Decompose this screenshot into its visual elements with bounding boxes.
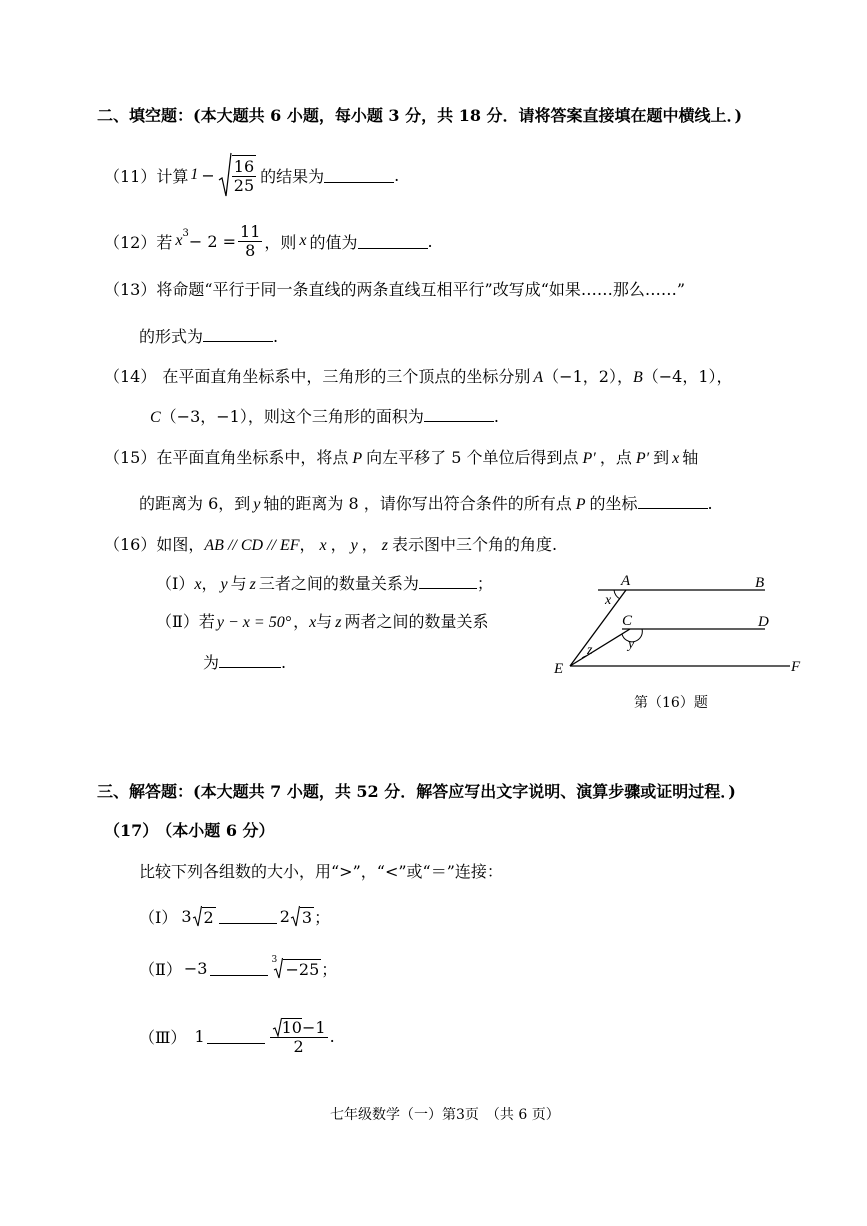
q14-b-coord: （−4，1）， bbox=[642, 367, 733, 386]
q17-ii-end: ； bbox=[321, 959, 338, 979]
q16-sub2-end: . bbox=[281, 653, 287, 672]
q16-var-x: x bbox=[319, 537, 327, 554]
q12-var-x2: x bbox=[299, 232, 307, 249]
radical-sign-icon bbox=[290, 905, 300, 927]
q16-sub2-number: （Ⅱ） bbox=[156, 612, 199, 631]
q16-sub1-a: 与 bbox=[230, 574, 247, 593]
q13-text: 将命题“平行于同一条直线的两条直线互相平行”改写成“如果……那么……” bbox=[156, 280, 686, 299]
q17-iii-a: 1 bbox=[194, 1026, 205, 1046]
q16-sub2-eq: y − x = 50° bbox=[216, 614, 292, 631]
q16-sep1: ， bbox=[330, 535, 347, 554]
q12-answer-blank[interactable] bbox=[358, 234, 428, 249]
q11-post: 的结果为 bbox=[260, 166, 325, 186]
label-f: F bbox=[791, 659, 801, 675]
q16-sub2-x: x bbox=[309, 614, 317, 631]
q11-frac-den: 25 bbox=[233, 176, 255, 195]
q16-relation: AB // CD // EF bbox=[204, 537, 300, 554]
q13-end: . bbox=[273, 327, 279, 346]
q12-frac-num: 11 bbox=[240, 221, 261, 241]
q14-a-coord: （−1，2）， bbox=[543, 367, 633, 386]
q17-i-a-rad: 2 bbox=[203, 908, 214, 927]
q16-sub1-y: y bbox=[220, 576, 228, 593]
q16-comma: ， bbox=[299, 535, 316, 554]
section3-heading: 三、解答题：(本大题共 7 小题，共 52 分．解答应写出文字说明、演算步骤或证明过程．) bbox=[97, 782, 736, 801]
q17-i-a-coef: 3 bbox=[181, 906, 192, 926]
q12-post2: 的值为 bbox=[309, 232, 358, 252]
q16-sub1-number: （Ⅰ） bbox=[156, 574, 195, 593]
q16-figure bbox=[550, 568, 810, 680]
label-b: B bbox=[755, 575, 765, 591]
question-16-line1 bbox=[104, 535, 557, 556]
q16-sub1-end: ； bbox=[476, 574, 493, 593]
q14-end: . bbox=[493, 407, 499, 426]
q16-sep2: ， bbox=[361, 535, 378, 554]
q13-number: （13） bbox=[104, 280, 157, 299]
radical-sign-icon bbox=[272, 1017, 282, 1037]
question-14-line1 bbox=[104, 367, 733, 388]
label-x: x bbox=[605, 593, 612, 608]
q11-text: 计算 bbox=[156, 166, 189, 186]
q11-minus: − bbox=[201, 165, 215, 185]
q15-point-p1: P′ bbox=[582, 450, 596, 467]
q16-number: （16） bbox=[104, 535, 157, 554]
angle-x-arc bbox=[614, 590, 620, 599]
q16-sub2-b: ， bbox=[293, 612, 310, 631]
q17-iii-number: （Ⅲ） bbox=[139, 1027, 187, 1047]
q15-text-d: 到 bbox=[653, 448, 670, 467]
line-ae bbox=[570, 590, 626, 666]
q17-ii-rad: −25 bbox=[285, 960, 320, 979]
q16-sub1-answer-blank[interactable] bbox=[419, 574, 477, 589]
q16-sub2-c: 与 bbox=[316, 612, 333, 631]
q15-text-2b: 轴的距离为 8 ，请你写出符合条件的所有点 bbox=[263, 494, 572, 513]
q16-sub2-answer-blank[interactable] bbox=[219, 653, 281, 668]
question-17-part-ii bbox=[139, 954, 337, 982]
q16-sub1-b: 三者之间的数量关系为 bbox=[258, 574, 419, 593]
question-16-sub2-line2 bbox=[203, 653, 286, 673]
q16-sub1-z: z bbox=[249, 576, 256, 593]
line-ce bbox=[570, 629, 630, 666]
q11-sqrt bbox=[218, 152, 256, 198]
q17-ii-root-index: 3 bbox=[271, 955, 278, 965]
q12-mid: − 2 = bbox=[188, 231, 237, 251]
question-13-line2 bbox=[139, 327, 278, 347]
q16-sub1-sep: ， bbox=[201, 574, 218, 593]
q17-iii-answer-blank[interactable] bbox=[207, 1029, 265, 1044]
q17-iii-num-rest: −1 bbox=[301, 1017, 326, 1037]
q11-one: 1 bbox=[190, 166, 199, 183]
q16-sub2-z: z bbox=[335, 614, 342, 631]
question-16-sub1 bbox=[156, 574, 493, 595]
question-17-part-iii bbox=[139, 1010, 335, 1062]
label-y: y bbox=[628, 637, 635, 652]
q17-ii-answer-blank[interactable] bbox=[210, 961, 268, 976]
q16-var-y: y bbox=[350, 537, 358, 554]
section2-heading: 二、填空题：(本大题共 6 小题，每小题 3 分，共 18 分．请将答案直接填在题中横线上．) bbox=[97, 106, 743, 125]
label-a: A bbox=[621, 573, 631, 589]
q16-sub2-d: 两者之间的数量关系 bbox=[344, 612, 489, 631]
q15-text-2a: 的距离为 6，到 bbox=[139, 494, 251, 513]
q17-iii-den: 2 bbox=[293, 1036, 304, 1056]
label-c: C bbox=[622, 613, 633, 629]
q15-answer-blank[interactable] bbox=[638, 494, 708, 509]
q12-pre: 若 bbox=[156, 232, 173, 252]
q17-iii-end: . bbox=[329, 1026, 335, 1046]
q15-point-p1b: P′ bbox=[635, 450, 650, 467]
q17-iii-fraction bbox=[270, 1017, 328, 1056]
q17-ii-number: （Ⅱ） bbox=[139, 959, 182, 979]
q16-figure-caption: 第（16）题 bbox=[634, 695, 708, 711]
radical-sign-icon bbox=[192, 905, 202, 927]
q15-number: （15） bbox=[104, 448, 157, 467]
q16-text: 如图， bbox=[156, 535, 205, 554]
q12-exp: 3 bbox=[182, 228, 189, 239]
question-12 bbox=[104, 218, 433, 264]
q17-score: （本小题 6 分） bbox=[164, 821, 275, 840]
q15-end: . bbox=[707, 494, 713, 513]
q17-i-a-sqrt bbox=[192, 905, 216, 927]
q14-point-a: A bbox=[533, 369, 544, 386]
label-e: E bbox=[554, 661, 564, 677]
q17-ii-a: −3 bbox=[183, 958, 208, 978]
q14-point-b: B bbox=[632, 369, 643, 386]
q16-sub2-a: 若 bbox=[198, 612, 215, 631]
radical-sign-icon bbox=[218, 152, 232, 198]
q17-number: （17） bbox=[104, 821, 159, 840]
q15-text-a: 在平面直角坐标系中，将点 bbox=[156, 448, 349, 467]
q12-end: . bbox=[427, 231, 433, 251]
q11-answer-blank[interactable] bbox=[324, 168, 394, 183]
question-11 bbox=[104, 150, 399, 200]
q12-number: （12） bbox=[104, 232, 157, 252]
q17-iii-num-rad: 10 bbox=[281, 1017, 302, 1037]
q16-text-c: 表示图中三个角的角度. bbox=[392, 535, 558, 554]
question-17-part-i bbox=[139, 902, 330, 930]
q15-text-2c: 的坐标 bbox=[589, 494, 638, 513]
q12-frac-den: 8 bbox=[245, 240, 256, 260]
q15-point-p: P bbox=[352, 450, 363, 467]
question-16-sub2 bbox=[156, 612, 489, 633]
q17-i-number: （Ⅰ） bbox=[139, 907, 178, 927]
question-15-line1 bbox=[104, 448, 698, 469]
q14-point-c: C bbox=[150, 409, 161, 426]
q15-text-e: 轴 bbox=[682, 448, 699, 467]
q17-ii-cbrt bbox=[271, 957, 321, 979]
q13-answer-blank[interactable] bbox=[203, 327, 273, 342]
q15-var-x: x bbox=[672, 450, 680, 467]
q12-post1: ，则 bbox=[264, 232, 297, 252]
q17-i-b-rad: 3 bbox=[301, 908, 313, 927]
q11-frac-num: 16 bbox=[233, 157, 255, 176]
q15-point-p2: P bbox=[575, 496, 586, 513]
page-footer: 七年级数学（一）第3页 （共 6 页） bbox=[330, 1107, 560, 1123]
question-15-line2 bbox=[139, 494, 713, 515]
q14-text: 在平面直角坐标系中，三角形的三个顶点的坐标分别 bbox=[162, 367, 531, 386]
q15-text-c: ，点 bbox=[599, 448, 632, 467]
q14-answer-blank[interactable] bbox=[424, 407, 494, 422]
q16-sub1-x: x bbox=[194, 576, 202, 593]
q16-sub2-line2: 为 bbox=[203, 653, 220, 672]
question-17-intro: 比较下列各组数的大小，用“>”，“<”或“＝”连接： bbox=[139, 862, 503, 881]
q17-i-answer-blank[interactable] bbox=[219, 909, 277, 924]
question-13-line1 bbox=[104, 280, 685, 300]
q16-var-z: z bbox=[381, 537, 388, 554]
q13-line2: 的形式为 bbox=[139, 327, 204, 346]
q17-i-b-coef: 2 bbox=[279, 906, 290, 926]
q14-line2: （−3，−1），则这个三角形的面积为 bbox=[160, 407, 424, 426]
q12-var-x: x bbox=[175, 232, 183, 249]
q17-i-end: ； bbox=[314, 907, 331, 927]
question-14-line2 bbox=[150, 407, 499, 428]
q15-var-y: y bbox=[253, 496, 261, 513]
label-d: D bbox=[758, 614, 769, 630]
q17-i-b-sqrt bbox=[290, 905, 314, 927]
label-z: z bbox=[587, 643, 593, 658]
question-17-header bbox=[104, 821, 275, 841]
q14-number: （14） bbox=[104, 367, 157, 386]
q11-number: （11） bbox=[104, 166, 157, 186]
q15-text-b: 向左平移了 5 个单位后得到点 bbox=[366, 448, 579, 467]
q11-end: . bbox=[394, 165, 400, 185]
